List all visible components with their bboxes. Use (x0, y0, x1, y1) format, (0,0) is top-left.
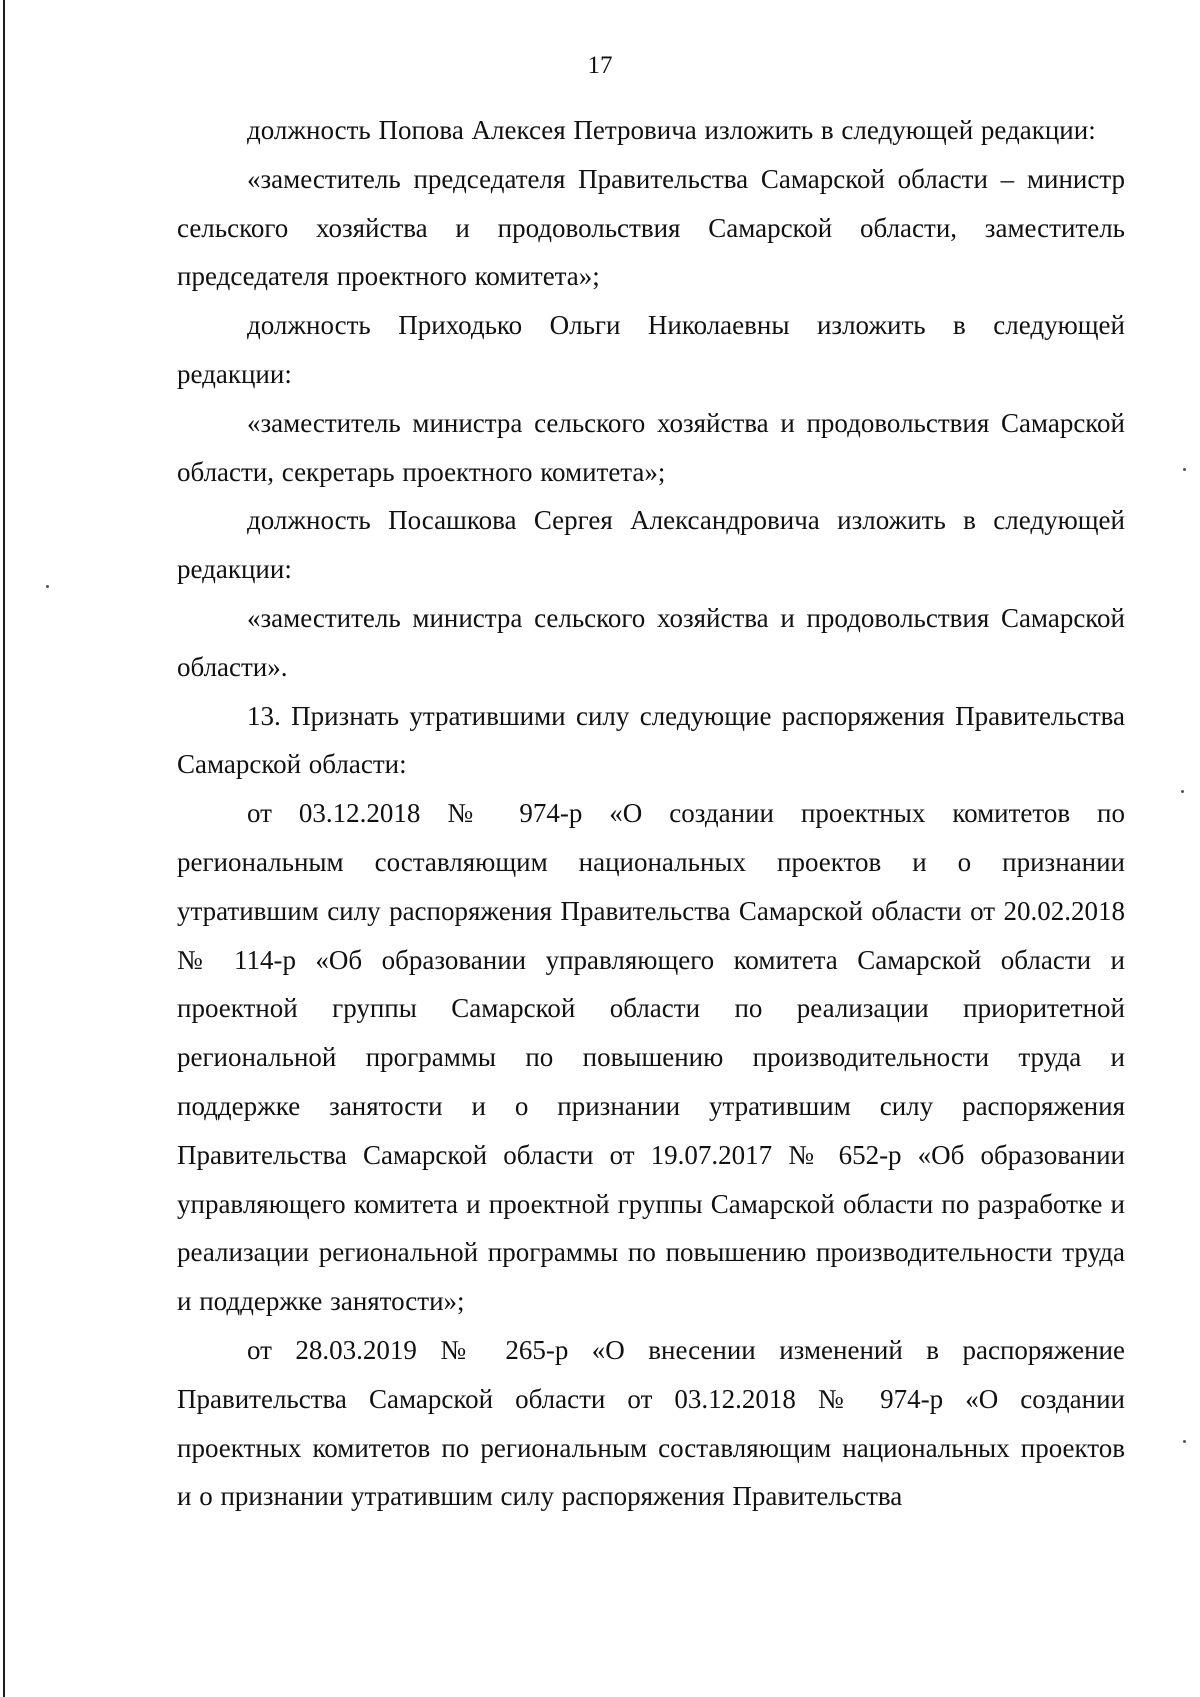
page-number: 17 (587, 52, 613, 79)
paragraph-posashkov-position: «заместитель министра сельского хозяйства и продовольствия Самарской области». (177, 602, 1125, 682)
paragraph-order-974: от 03.12.2018 № 974-р «О создании проектных комитетов по региональным составляющим национальных проектов и о признании утратившим силу распоряжения Правительства Самарской области от 20.02.2018 № 114-р «Об образовании управляющего комитета Самарской области и проектной группы Самарской области по реализации приоритетной региональной программы по повышению производительности труда и поддержке занятости и о признании утратившим силу распоряжения Правительства Самарской области от 19.07.2017 № 652-р «Об образовании управляющего комитета и проектной группы Самарской области по разработке и реализации региональной программы по повышению производительности труда и поддержке занятости»; (177, 798, 1125, 1317)
scan-speck (46, 585, 49, 588)
paragraph-item-13: 13. Признать утратившими силу следующие распоряжения Правительства Самарской области: (177, 700, 1125, 780)
paragraph-prikhodko: должность Приходько Ольги Николаевны изложить в следующей редакции: (177, 310, 1125, 389)
scan-speck (1183, 1440, 1186, 1443)
paragraph-popov-position: «заместитель председателя Правительства Самарской области – министр сельского хозяйства и продовольствия Самарской области, заместитель председателя проектного комитета»; (177, 163, 1125, 292)
paragraph-order-265: от 28.03.2019 № 265-р «О внесении изменений в распоряжение Правительства Самарской области от 03.12.2018 № 974-р «О создании проектных комитетов по региональным составляющим национальных проектов и о признании утратившим силу распоряжения Правительства (177, 1334, 1125, 1512)
document-body (177, 106, 1125, 1521)
scan-speck (1183, 468, 1186, 471)
paragraph-popov: должность Попова Алексея Петровича изложить в следующей редакции: (247, 115, 1096, 145)
paragraph-posashkov: должность Посашкова Сергея Александровича изложить в следующей редакции: (177, 505, 1125, 585)
scan-left-edge (3, 0, 5, 1697)
scan-speck (1181, 790, 1184, 793)
paragraph-prikhodko-position: «заместитель министра сельского хозяйства и продовольствия Самарской области, секретарь проектного комитета»; (177, 407, 1125, 487)
